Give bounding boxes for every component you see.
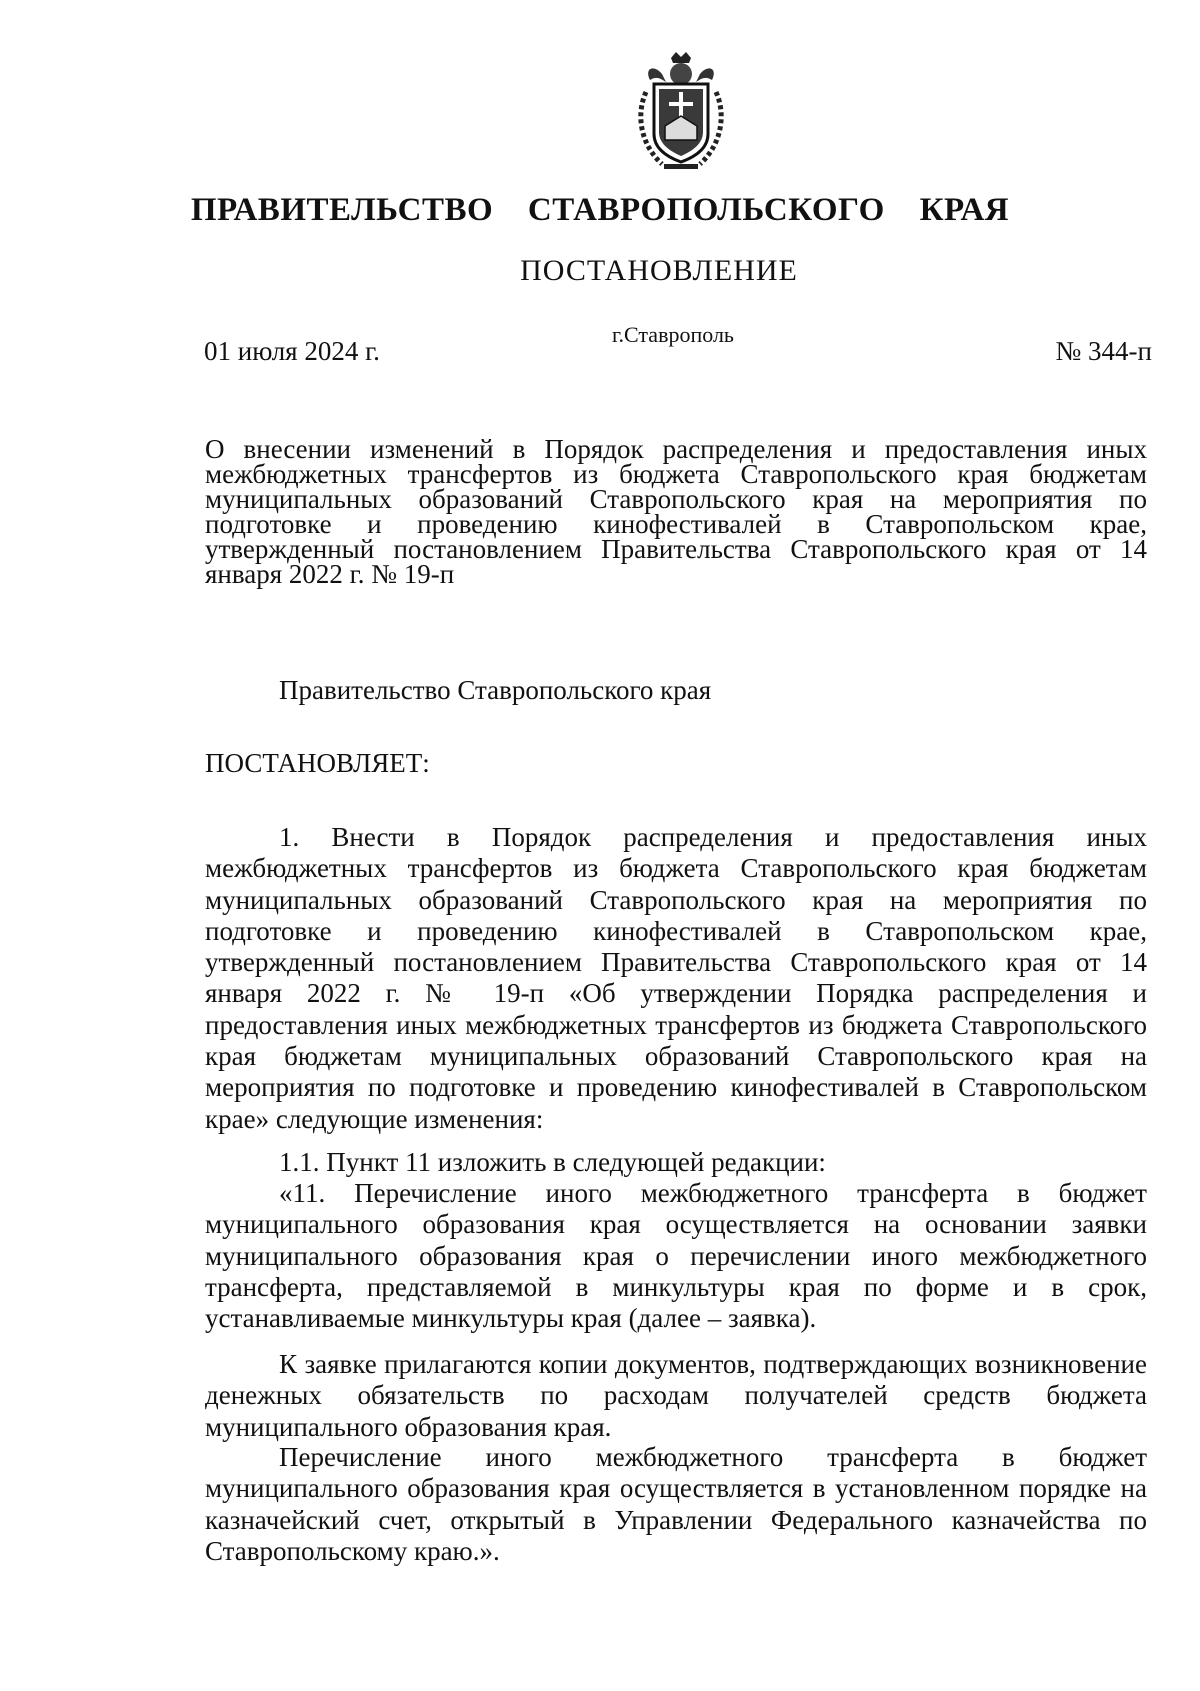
organization-title: ПРАВИТЕЛЬСТВО СТАВРОПОЛЬСКОГО КРАЯ — [190, 192, 1010, 228]
document-type: ПОСТАНОВЛЕНИЕ — [520, 254, 798, 287]
paragraph-1-1: 1.1. Пункт 11 изложить в следующей редакции: — [279, 1147, 826, 1177]
paragraph-1: 1. Внести в Порядок распределения и предоставления иных межбюджетных трансфертов из бюджета Ставропольского края бюджетам муниципальных образований Ставропольского края на мероприятия по подготовке и проведению кинофестивалей в Ставропольском крае, утвержденный постановлением Правительства Ставропольского края от 14 января 2022 г. № 19-п «Об утверждении Порядка распределения и предоставления иных межбюджетных трансфертов из бюджета Ставропольского края бюджетам муниципальных образований Ставропольского края на мероприятия по подготовке и проведению кинофестивалей в Ставропольском крае» следующие изменения: — [205, 822, 1147, 1134]
document-subject: О внесении изменений в Порядок распределения и предоставления иных межбюджетных трансфертов из бюджета Ставропольского края бюджетам муниципальных образований Ставропольского края на мероприятия по подготовке и проведению кинофестивалей в Ставропольском крае, утвержденный постановлением Правительства Ставропольского края от 14 января 2022 г. № 19-п — [205, 434, 1147, 589]
resolves-heading: ПОСТАНОВЛЯЕТ: — [205, 748, 430, 778]
document-number: № 344-п — [1055, 336, 1152, 366]
paragraph-11-text: «11. Перечисление иного межбюджетного трансферта в бюджет муниципального образования края осуществляется на основании заявки муниципального образования края о перечислении иного межбюджетного трансферта, представляемой в минкультуры края по форме и в срок, устанавливаемые минкультуры края (далее – заявка). — [205, 1178, 1147, 1334]
preamble: Правительство Ставропольского края — [279, 675, 712, 705]
paragraph-transfer: Перечисление иного межбюджетного трансферта в бюджет муниципального образования края осуществляется в установленном порядке на казначейский счет, открытый в Управлении Федерального казначейства по Ставропольскому краю.». — [205, 1442, 1147, 1566]
paragraph-attachment: К заявке прилагаются копии документов, подтверждающих возникновение денежных обязательств по расходам получателей средств бюджета муниципального образования края. — [205, 1349, 1147, 1442]
stavropol-coat-of-arms-icon — [632, 52, 730, 170]
document-city: г.Ставрополь — [612, 322, 734, 347]
document-date: 01 июля 2024 г. — [204, 336, 380, 366]
